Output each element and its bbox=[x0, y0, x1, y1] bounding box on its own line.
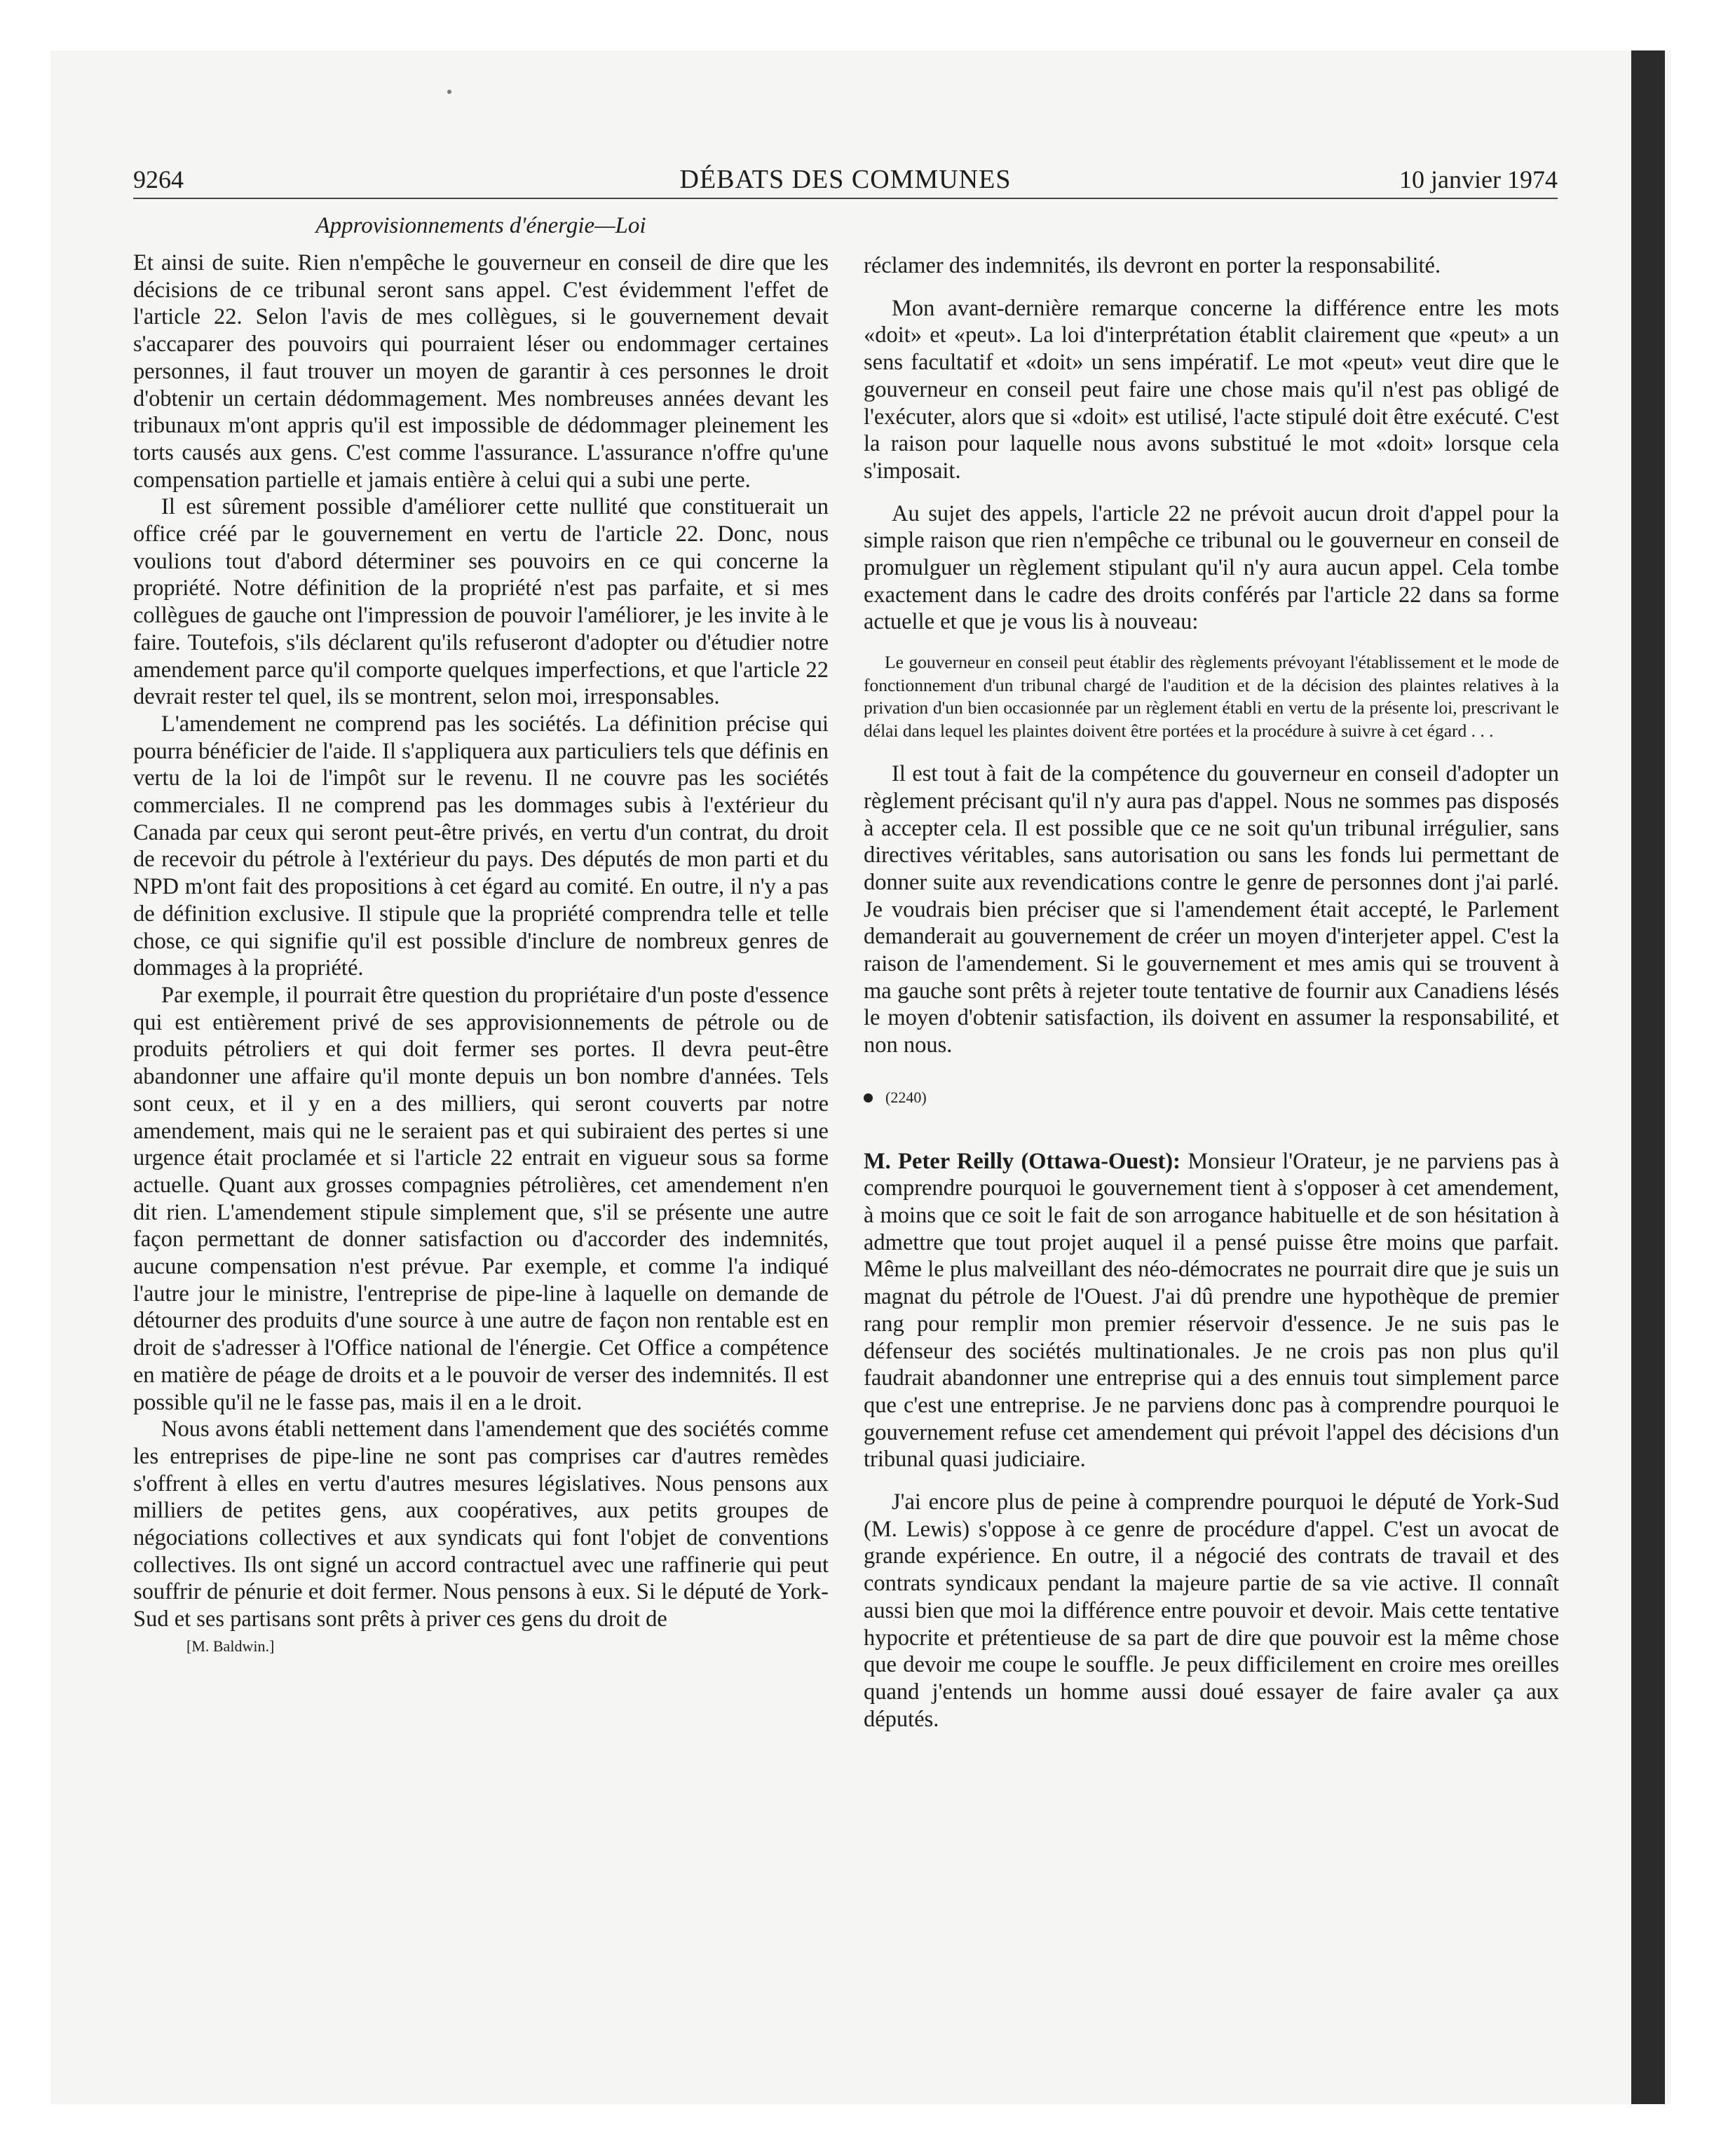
publication-title: DÉBATS DES COMMUNES bbox=[679, 165, 1012, 194]
page-header bbox=[133, 163, 1558, 196]
scan-speck bbox=[447, 90, 451, 94]
speaker-name: M. Peter Reilly (Ottawa-Ouest): bbox=[864, 1148, 1181, 1174]
scan-edge-shadow bbox=[1631, 50, 1665, 2104]
speaker-attribution: [M. Baldwin.] bbox=[186, 1637, 275, 1655]
speech-text: Monsieur l'Orateur, je ne parviens pas à comprendre pourquoi le gouvernement tient à s'opposer à cet amendement, à moins que ce soit le fait de son arrogance habituelle et de son hésitation à admettre que tout projet auquel il a pensé puisse être moins que parfait. Même le plus malveillant des néo-démocrates ne pourrait dire que je suis un magnat du pétrole de l'Ouest. J'ai dû prendre une hypothèque de premier rang pour remplir mon premier réservoir d'essence. Je ne suis pas le défenseur des sociétés multinationales. Je ne crois pas non plus qu'il faudrait abandonner une entreprise qui a des ennuis tout simplement parce que c'est une entreprise. Je ne parviens donc pas à comprendre pourquoi le gouvernement refuse cet amendement qui prévoit l'appel des décisions d'un tribunal quasi judiciaire. bbox=[864, 1148, 1560, 1473]
paragraph: Il est sûrement possible d'améliorer cette nullité que constituerait un office créé par le gouvernement en vertu de l'article 22. Donc, nous voulions tout d'abord déterminer ses pouvoirs en ce qui concerne la propriété. Notre définition de la propriété n'est pas parfaite, et si mes collègues de gauche ont l'impression de pouvoir l'améliorer, je les invite à le faire. Toutefois, s'ils déclarent qu'ils refuseront d'adopter ou d'étudier notre amendement parce qu'il comporte quelques imperfections, et que l'article 22 devrait rester tel quel, ils se montrent, selon moi, irresponsables. bbox=[133, 494, 829, 710]
right-column bbox=[864, 252, 1559, 1733]
paragraph: Par exemple, il pourrait être question du propriétaire d'un poste d'essence qui est entièrement privé de ses approvisionnements de pétrole ou de produits pétroliers et qui doit fermer ses portes. Il devra peut-être abandonner une affaire qu'il monte depuis un bon nombre d'années. Tels sont ceux, et il y en a des milliers, qui seront couverts par notre amendement, mais qui ne le seraient pas et qui subiraient des pertes si une urgence était proclamée et si l'article 22 entrait en vigueur sous sa forme actuelle. Quant aux grosses compagnies pétrolières, cet amendement n'en dit rien. L'amendement stipule simplement que, s'il se présente une autre façon permettant de donner satisfaction ou d'accorder des indemnités, aucune compensation n'est prévue. Par exemple, et comme l'a indiqué l'autre jour le ministre, l'entreprise de pipe-line à laquelle on demande de détourner des produits d'une source à une autre de façon non rentable est en droit de s'adresser à l'Office national de l'énergie. Cet Office a compétence en matière de péage de droits et a le pouvoir de verser des indemnités. Il est possible qu'il ne le fasse pas, mais il en a le droit. bbox=[133, 982, 829, 1415]
header-rule bbox=[133, 198, 1558, 199]
block-quote bbox=[864, 651, 1559, 742]
paragraph: Mon avant-dernière remarque concerne la différence entre les mots «doit» et «peut». La loi d'interprétation établit clairement que «peut» a un sens facultatif et «doit» un sens impératif. Le mot «peut» veut dire que le gouverneur en conseil peut faire une chose mais qu'il n'est pas obligé de l'exécuter, alors que si «doit» est utilisé, l'acte stipulé doit être exécuté. C'est la raison pour laquelle nous avons substitué le mot «doit» lorsque cela s'imposait. bbox=[864, 295, 1559, 484]
page-date: 10 janvier 1974 bbox=[1399, 165, 1558, 193]
paragraph: J'ai encore plus de peine à comprendre pourquoi le député de York-Sud (M. Lewis) s'oppose à ce genre de procédure d'appel. C'est un avocat de grande expérience. En outre, il a négocié des contrats de travail et des contrats syndicaux pendant la majeure partie de sa vie active. Il connaît aussi bien que moi la différence entre pouvoir et devoir. Mais cette tentative hypocrite et prétentieuse de sa part de dire que pouvoir est la même chose que devoir me coupe le souffle. Je peux difficilement en croire mes oreilles quand j'entends un homme aussi doué essayer de faire avaler ça aux députés. bbox=[864, 1489, 1559, 1732]
page-number: 9264 bbox=[133, 165, 184, 193]
paragraph: Nous avons établi nettement dans l'amendement que des sociétés comme les entreprises de pipe-line ne sont pas comprises car d'autres remèdes s'offrent à elles en vertu d'autres mesures législatives. Nous pensons aux milliers de petites gens, aux coopératives, aux petits groupes de négociations collectives et aux syndicats qui font l'objet de conventions collectives. Ils ont signé un accord contractuel avec une raffinerie qui peut souffrir de pénurie et doit fermer. Nous pensons à eux. Si le député de York-Sud et ses partisans sont prêts à priver ces gens du droit de bbox=[133, 1417, 829, 1632]
paragraph: réclamer des indemnités, ils devront en porter la responsabilité. bbox=[864, 253, 1441, 278]
paragraph: L'amendement ne comprend pas les sociétés. La définition précise qui pourra bénéficier de l'aide. Il s'appliquera aux particuliers tels que définis en vertu de la loi de l'impôt sur le revenu. Il ne couvre pas les sociétés commerciales. Il ne comprend pas les dommages subis à l'extérieur du Canada par ceux qui seront peut-être privés, en vertu d'un contrat, du droit de recevoir du pétrole à l'extérieur du pays. Des députés de mon parti et du NPD m'ont fait des propositions à cet égard au comité. En outre, il n'y a pas de définition exclusive. Il stipule que la propriété comprendra telle et telle chose, ce qui signifie qu'il est possible d'inclure de nombreux genres de dommages à la propriété. bbox=[133, 711, 829, 981]
left-column bbox=[133, 250, 829, 1660]
paragraph: Au sujet des appels, l'article 22 ne prévoit aucun droit d'appel pour la simple raison que rien n'empêche ce tribunal ou le gouverneur en conseil de promulguer un règlement stipulant qu'il n'y aura aucun appel. Cela tombe exactement dans le cadre des droits conférés par l'article 22 dans sa forme actuelle et que je vous lis à nouveau: bbox=[864, 500, 1559, 635]
time-marker bbox=[864, 1084, 1559, 1112]
running-head: Approvisionnements d'énergie—Loi bbox=[315, 213, 646, 238]
quote-text: Le gouverneur en conseil peut établir des règlements prévoyant l'établissement et le mode de fonctionnement d'un tribunal chargé de l'audition et de la décision des plaintes relatives à la privation d'un bien occasionnée par un règlement établi en vertu de la présente loi, prescrivant le délai dans lequel les plaintes doivent être portées et la procédure à suivre à cet égard . . . bbox=[864, 652, 1559, 741]
paragraph: Il est tout à fait de la compétence du gouverneur en conseil d'adopter un règlement précisant qu'il n'y aura pas d'appel. Nous ne sommes pas disposés à accepter cela. Il est possible que ce ne soit qu'un tribunal irrégulier, sans directives véritables, sans autorisation ou sans les fonds lui permettant de donner suite aux revendications contre le genre de personnes dont j'ai parlé. Je voudrais bien préciser que si l'amendement était accepté, le Parlement demanderait au gouvernement de créer un moyen d'interjeter appel. C'est la raison de l'amendement. Si le gouvernement et mes amis qui se trouvent à ma gauche sont prêts à rejeter toute tentative de fournir aux Canadiens lésés le moyen d'obtenir satisfaction, ils doivent en assumer la responsabilité, et non nous. bbox=[864, 761, 1559, 1058]
time-marker-text: (2240) bbox=[885, 1088, 927, 1106]
bullet-icon bbox=[864, 1093, 873, 1103]
speech-paragraph bbox=[864, 1148, 1559, 1473]
paragraph: Et ainsi de suite. Rien n'empêche le gouverneur en conseil de dire que les décisions de ce tribunal seront sans appel. C'est évidemment l'effet de l'article 22. Selon l'avis de mes collègues, si le gouvernement devait s'accaparer des pouvoirs qui pourraient léser ou endommager certaines personnes, il faut trouver un moyen de garantir à ces personnes le droit d'obtenir un certain dédommagement. Mes nombreuses années devant les tribunaux m'ont appris qu'il est impossible de dédommager pleinement les torts causés aux gens. C'est comme l'assurance. L'assurance n'offre qu'une compensation partielle et jamais entière à celui qui a subi une perte. bbox=[133, 250, 829, 493]
